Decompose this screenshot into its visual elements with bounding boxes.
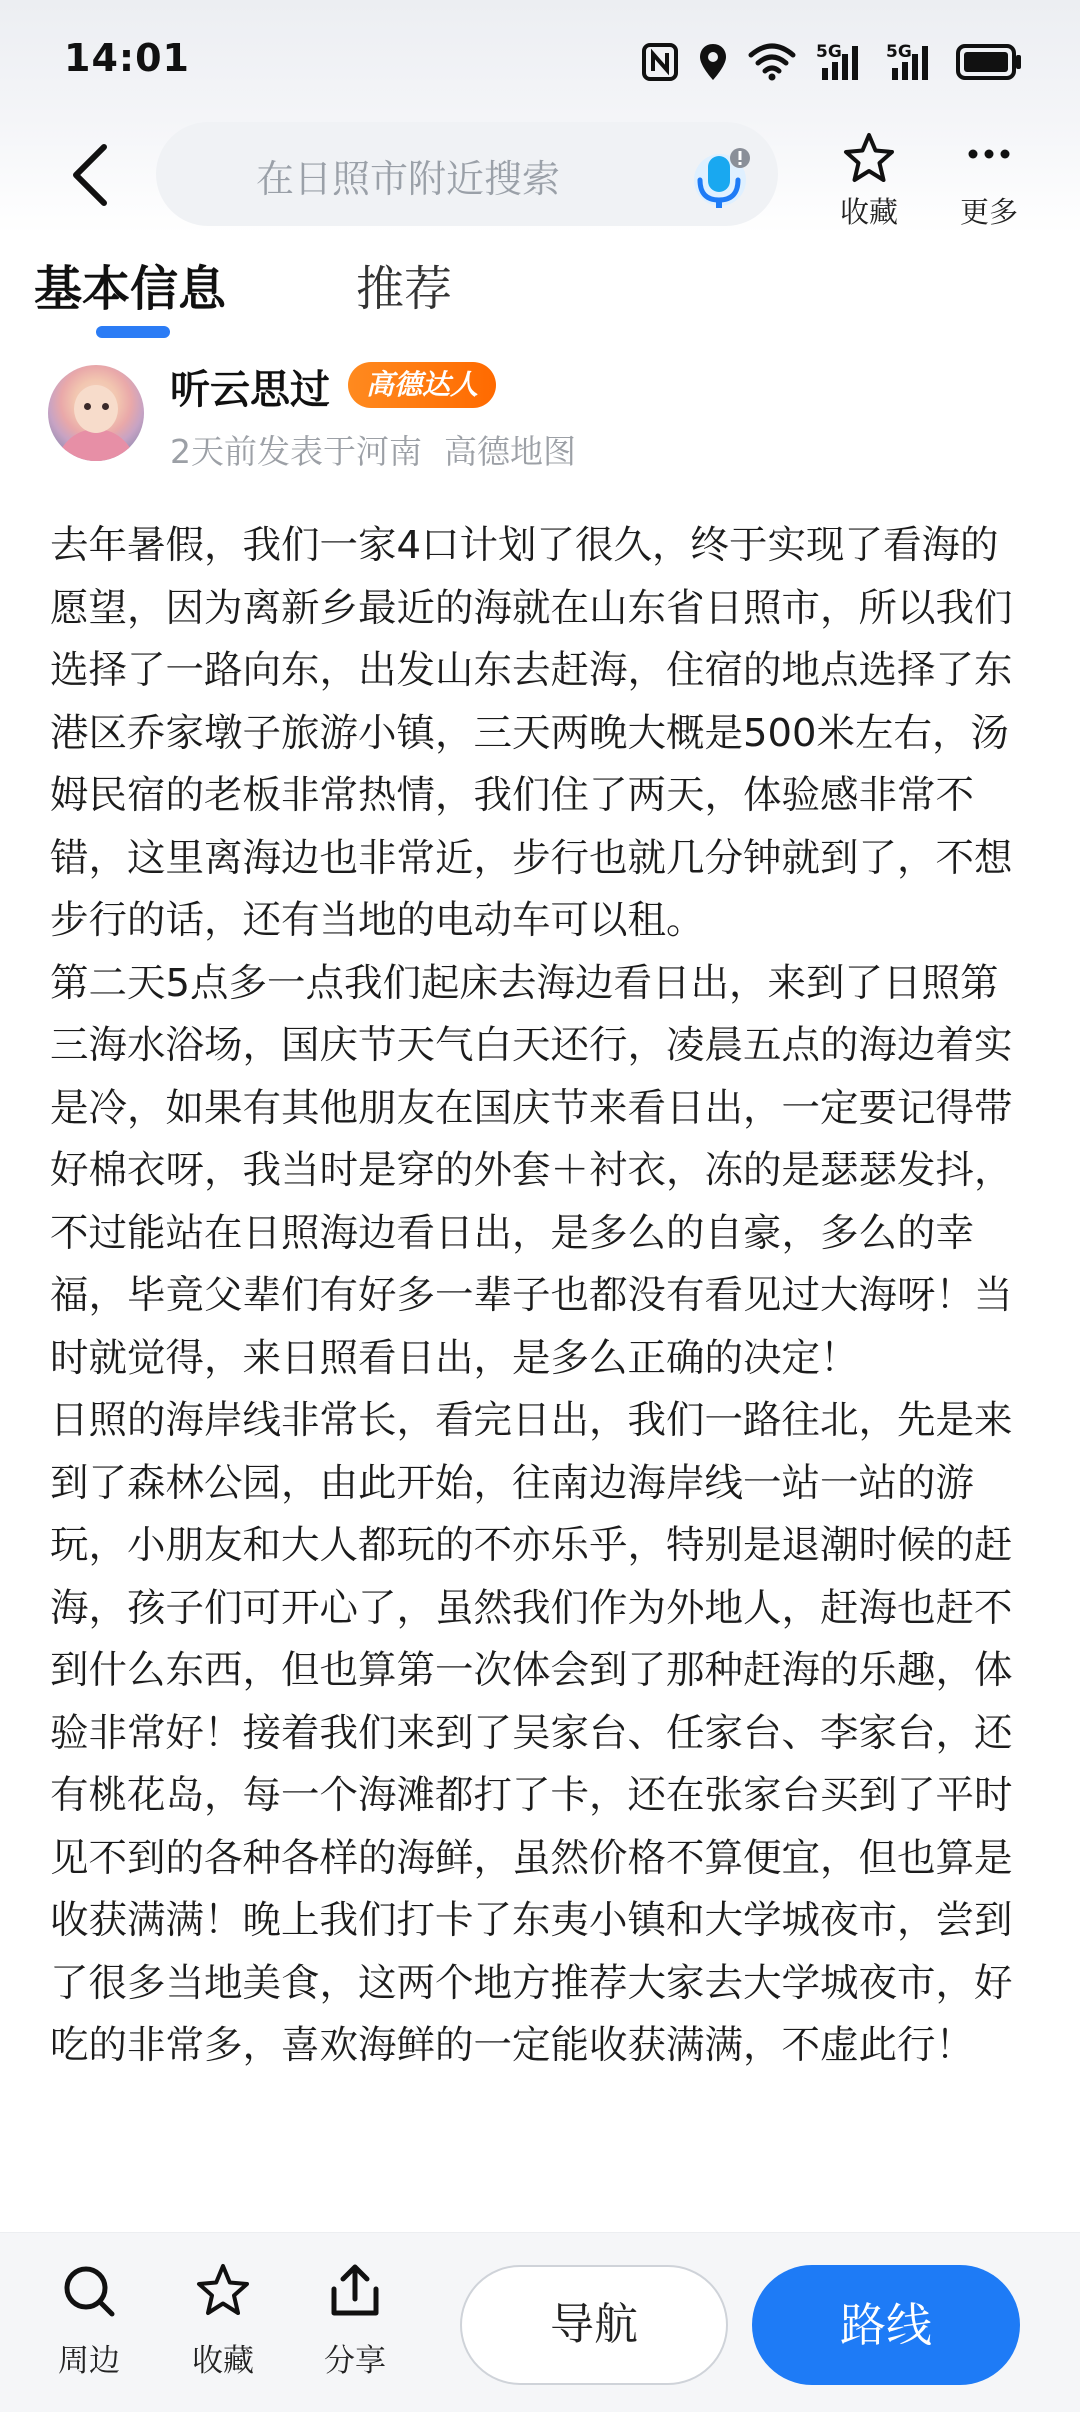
- avatar-eye: [102, 403, 109, 410]
- post-time-location: 2天前发表于河南: [170, 432, 422, 471]
- network-type-label: 5G: [816, 42, 842, 62]
- active-tab-indicator: [96, 326, 170, 338]
- chevron-left-icon: [70, 143, 110, 207]
- tab-recommend[interactable]: 推荐: [356, 261, 453, 317]
- back-button[interactable]: [60, 140, 120, 210]
- avatar-face-shape: [74, 385, 118, 433]
- signal-bars-icon: [886, 42, 936, 82]
- bottom-action-bar: [0, 2232, 1080, 2412]
- favorite-button[interactable]: [824, 126, 914, 229]
- article-paragraph: 去年暑假，我们一家4口计划了很久，终于实现了看海的愿望，因为离新乡最近的海就在山东省日照市，所以我们选择了一路向东，出发山东去赶海，住宿的地点选择了东港区乔家墩子旅游小镇，三天两晚大概是500米左右，汤姆民宿的老板非常热情，我们住了两天，体验感非常不错，这里离海边也非常近，步行也就几分钟就到了，不想步行的话，还有当地的电动车可以租。: [50, 523, 1013, 943]
- author-badge: 高德达人: [348, 362, 496, 408]
- nearby-button[interactable]: [44, 2263, 134, 2383]
- more-dots-icon: [967, 132, 1011, 176]
- signal-5g-1: [816, 42, 866, 82]
- share-label: 分享: [324, 2343, 386, 2379]
- author-name[interactable]: 听云思过: [170, 367, 330, 413]
- post-source: 高德地图: [444, 432, 576, 471]
- status-time: 14:01: [64, 36, 190, 80]
- battery-icon: [956, 44, 1022, 80]
- tab-bar: [0, 250, 1080, 350]
- article-paragraph: 日照的海岸线非常长，看完日出，我们一路往北，先是来到了森林公园，由此开始，往南边海岸线一站一站的游玩，小朋友和大人都玩的不亦乐乎，特别是退潮时候的赶海，孩子们可开心了，虽然我们作为外地人，赶海也赶不到什么东西，但也算第一次体会到了那种赶海的乐趣，体验非常好！接着我们来到了吴家台、任家台、李家台，还有桃花岛，每一个海滩都打了卡，还在张家台买到了平时见不到的各种各样的海鲜，虽然价格不算便宜，但也算是收获满满！晚上我们打卡了东夷小镇和大学城夜市，尝到了很多当地美食，这两个地方推荐大家去大学城夜市，好吃的非常多，喜欢海鲜的一定能收获满满，不虚此行！: [50, 1398, 1013, 2068]
- route-button[interactable]: 路线: [752, 2265, 1020, 2385]
- star-icon: [842, 132, 896, 184]
- bottom-favorite-button[interactable]: [178, 2263, 268, 2383]
- location-icon: [698, 42, 728, 82]
- status-icons: [642, 38, 1022, 86]
- navigate-button[interactable]: 导航: [460, 2265, 728, 2385]
- avatar-body-shape: [56, 429, 136, 461]
- avatar[interactable]: [48, 365, 144, 461]
- share-button[interactable]: [310, 2263, 400, 2383]
- signal-5g-2: [886, 42, 936, 82]
- search-header: [0, 118, 1080, 234]
- star-icon: [195, 2263, 251, 2317]
- nearby-label: 周边: [58, 2343, 120, 2379]
- search-input[interactable]: [156, 122, 778, 226]
- more-label: 更多: [959, 195, 1018, 229]
- bottom-favorite-label: 收藏: [192, 2343, 254, 2379]
- voice-search-icon[interactable]: [684, 140, 756, 212]
- share-icon: [328, 2263, 382, 2319]
- article-paragraph: 第二天5点多一点我们起床去海边看日出，来到了日照第三海水浴场，国庆节天气白天还行，凌晨五点的海边着实是冷，如果有其他朋友在国庆节来看日出，一定要记得带好棉衣呀，我当时是穿的外套＋衬衣，冻的是瑟瑟发抖，不过能站在日照海边看日出，是多么的自豪，多么的幸福，毕竟父辈们有好多一辈子也都没有看见过大海呀！当时就觉得，来日照看日出，是多么正确的决定！: [50, 960, 1013, 1381]
- more-button[interactable]: [944, 126, 1034, 229]
- status-bar: [0, 0, 1080, 118]
- search-placeholder: 在日照市附近搜索: [256, 157, 561, 201]
- author-meta: [170, 426, 576, 473]
- signal-bars-icon: [816, 42, 866, 82]
- favorite-label: 收藏: [839, 195, 898, 229]
- nfc-icon: [642, 43, 678, 81]
- avatar-eye: [84, 403, 91, 410]
- search-icon: [61, 2263, 117, 2319]
- article-body: [50, 515, 1016, 2235]
- network-type-label: 5G: [886, 42, 912, 62]
- tab-basic-info[interactable]: 基本信息: [34, 261, 227, 317]
- wifi-icon: [748, 43, 796, 81]
